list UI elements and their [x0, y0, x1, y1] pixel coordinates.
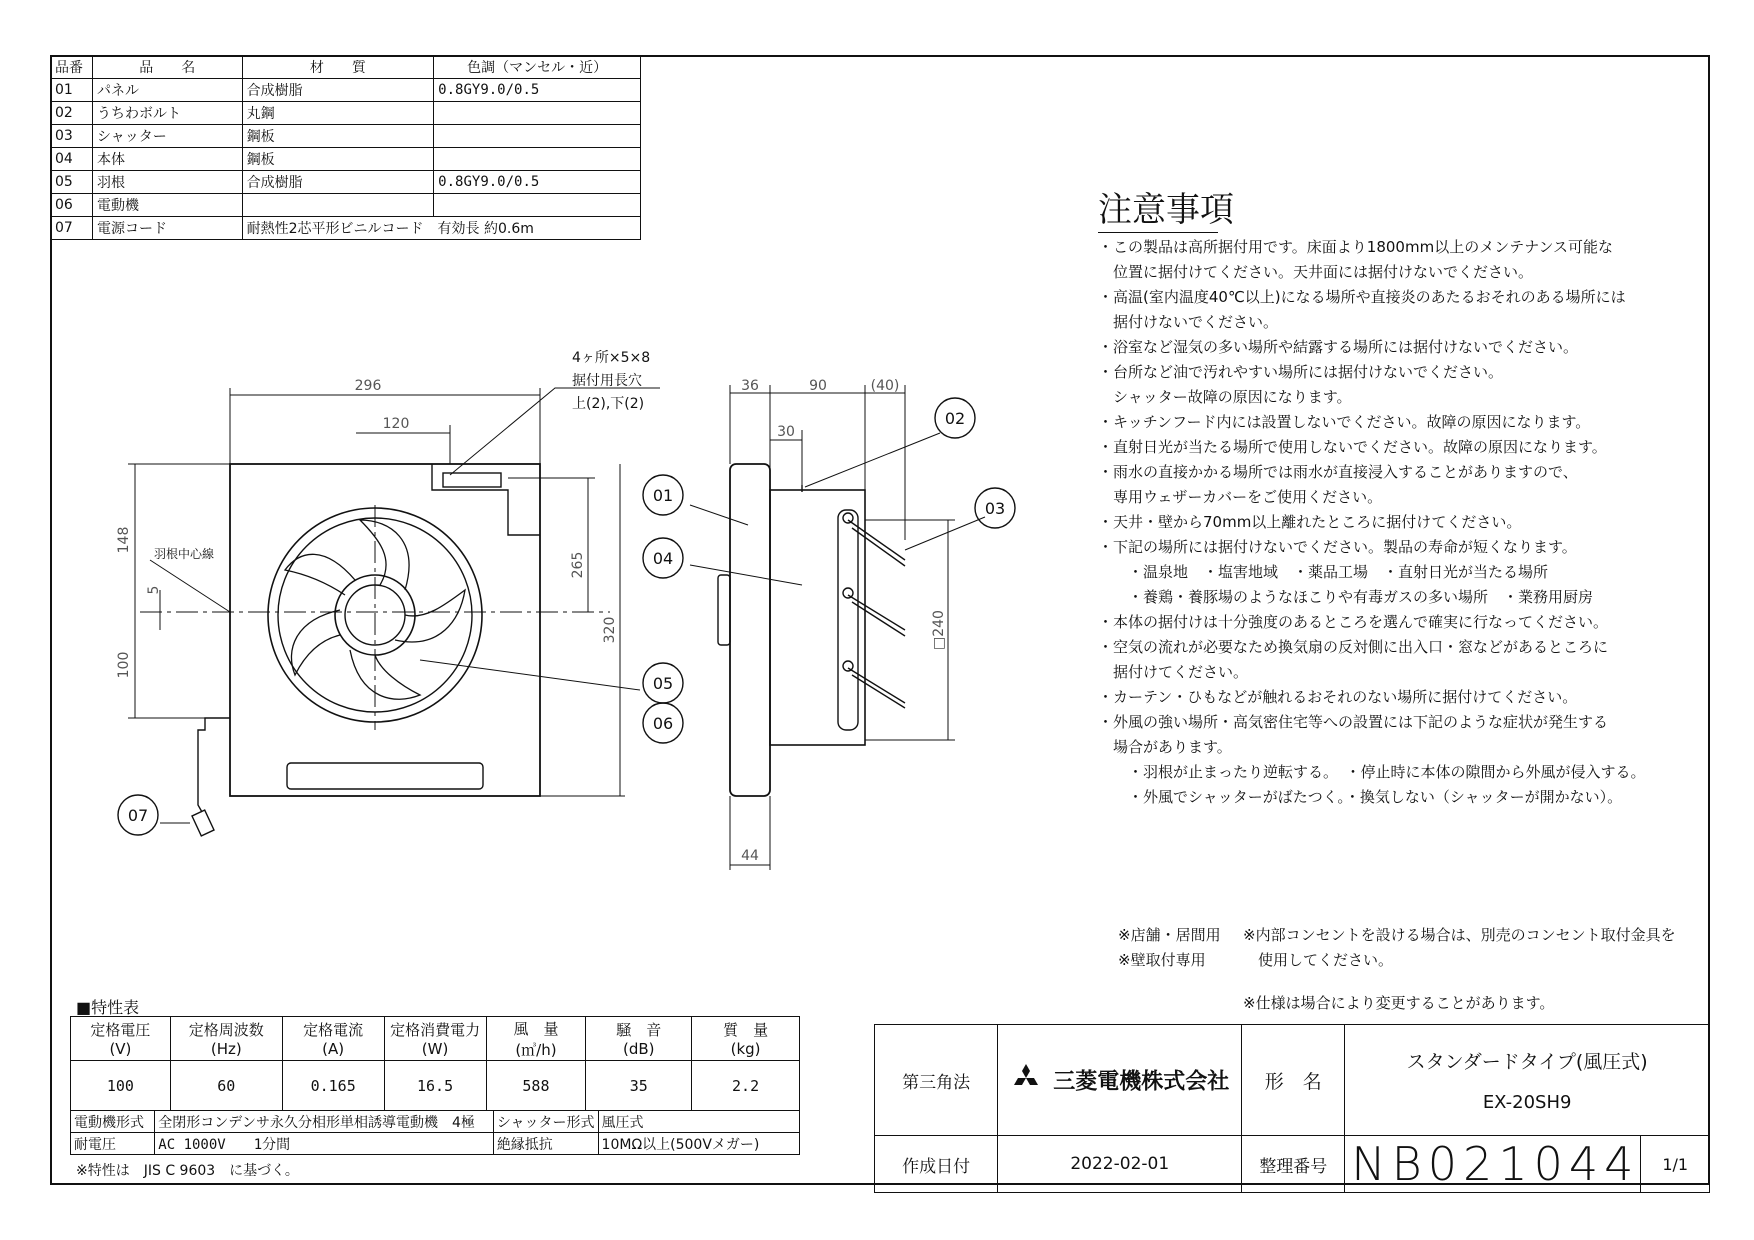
part-color: 0.8GY9.0/0.5	[434, 79, 641, 102]
note-line: ・キッチンフード内には設置しないでください。故障の原因になります。	[1098, 413, 1591, 431]
projection-method: 第三角法	[875, 1025, 998, 1136]
cord-plug	[192, 810, 214, 836]
note-line: 据付けてください。	[1098, 663, 1249, 681]
part-no: 06	[51, 194, 93, 217]
spec-table	[70, 1016, 800, 1111]
part-name: 電源コード	[92, 217, 242, 240]
note-line: ・高温(室内温度40℃以上)になる場所や直接炎のあたるおそれのある場所には	[1098, 288, 1626, 306]
callout-label: 01	[652, 486, 674, 505]
callout-label: 03	[984, 499, 1006, 518]
part-no: 03	[51, 125, 93, 148]
note-line: ・羽根が止まったり逆転する。 ・停止時に本体の隙間から外風が侵入する。	[1098, 763, 1646, 781]
insulation-label: 絶縁抵抗	[493, 1133, 598, 1155]
slot-note-3: 上(2),下(2)	[572, 396, 645, 412]
date-label: 作成日付	[875, 1136, 998, 1193]
shutter-type-value: 風圧式	[598, 1111, 799, 1133]
spec-detail-row	[71, 1133, 800, 1155]
note-line: 据付けないでください。	[1098, 313, 1279, 331]
note-line: ・本体の据付けは十分強度のあるところを選んで確実に行なってください。	[1098, 613, 1609, 631]
spec-header: 風 量 (㎥/h)	[486, 1017, 586, 1061]
dim-240: □240	[931, 610, 947, 650]
footnote-use-store: ※店舗・居間用	[1118, 926, 1221, 944]
spec-header: 定格周波数 (Hz)	[170, 1017, 282, 1061]
slot-note-1: 4ヶ所×5×8	[572, 350, 651, 366]
note-line: ・台所など油で汚れやすい場所には据付けないでください。	[1098, 363, 1504, 381]
callout-label: 05	[652, 674, 674, 693]
model-label: 形 名	[1242, 1025, 1345, 1136]
part-material: 丸鋼	[242, 102, 434, 125]
dim-100: 100	[116, 651, 132, 679]
note-line: ・外風でシャッターがばたつく。・換気しない（シャッターが開かない）。	[1098, 788, 1623, 806]
spec-header: 定格消費電力 (W)	[384, 1017, 486, 1061]
spec-value: 35	[586, 1061, 692, 1111]
dim-265: 265	[570, 551, 586, 579]
side-shutter-frame	[838, 510, 858, 730]
side-panel	[730, 464, 770, 796]
spec-value: 2.2	[692, 1061, 800, 1111]
part-no: 05	[51, 171, 93, 194]
front-slot	[443, 473, 501, 487]
spec-detail-row	[71, 1111, 800, 1133]
leader-02	[805, 433, 940, 487]
shutter-pin	[843, 513, 853, 523]
footnote-spec-change: ※仕様は場合により変更することがあります。	[1243, 994, 1555, 1012]
dim-5: 5	[146, 585, 162, 595]
spec-header: 騒 音 (dB)	[586, 1017, 692, 1061]
part-name: 本体	[92, 148, 242, 171]
parts-header: 品番	[51, 56, 93, 79]
caution-notes	[1098, 188, 1646, 810]
model-type: スタンダードタイプ(風圧式)	[1406, 1051, 1648, 1073]
note-line: シャッター故障の原因になります。	[1098, 388, 1352, 406]
shutter-pin	[843, 588, 853, 598]
footnote-wall-mount: ※壁取付専用	[1118, 951, 1206, 969]
spec-note: ※特性は JIS C 9603 に基づく。	[76, 1163, 299, 1179]
shutter-type-label: シャッター形式	[493, 1111, 598, 1133]
model-name: EX-20SH9	[1482, 1092, 1572, 1113]
mitsubishi-logo-icon	[1010, 1064, 1042, 1096]
company-name: 三菱電機株式会社	[1053, 1069, 1230, 1095]
note-line: 専用ウェザーカバーをご使用ください。	[1098, 488, 1383, 506]
front-grille-bottom	[287, 763, 483, 789]
callout-label: 07	[127, 806, 149, 825]
note-line: ・カーテン・ひもなどが触れるおそれのない場所に据付けてください。	[1098, 688, 1578, 706]
spec-value: 0.165	[282, 1061, 384, 1111]
note-line: ・雨水の直接かかる場所では雨水が直接浸入することがありますので、	[1098, 463, 1578, 481]
part-no: 04	[51, 148, 93, 171]
company-cell	[998, 1025, 1242, 1136]
spec-value: 588	[486, 1061, 586, 1111]
shutter-pin	[843, 661, 853, 671]
part-no: 07	[51, 217, 93, 240]
title-block	[874, 1024, 1710, 1193]
leader-01	[690, 505, 748, 525]
spec-value: 60	[170, 1061, 282, 1111]
callout-label: 04	[652, 549, 674, 568]
note-line: ・直射日光が当たる場所で使用しないでください。故障の原因になります。	[1098, 438, 1607, 456]
part-no: 01	[51, 79, 93, 102]
part-material: 鋼板	[242, 125, 434, 148]
callout-label: 02	[944, 409, 966, 428]
center-label-leader	[150, 560, 230, 612]
leader-04	[690, 565, 802, 585]
dim-148: 148	[116, 526, 132, 554]
part-name: シャッター	[92, 125, 242, 148]
footnote-outlet-2: 使用してください。	[1243, 951, 1394, 969]
spec-header-row	[71, 1017, 800, 1061]
page-number: 1/1	[1641, 1136, 1710, 1193]
dim-40: (40)	[870, 378, 900, 394]
motor-type-label: 電動機形式	[71, 1111, 155, 1133]
dim-36: 36	[741, 378, 759, 394]
part-name: 羽根	[92, 171, 242, 194]
parts-header: 品 名	[92, 56, 242, 79]
notes-title-underline	[1098, 232, 1218, 233]
front-panel-outline	[230, 464, 540, 796]
part-no: 02	[51, 102, 93, 125]
part-name: パネル	[92, 79, 242, 102]
part-name: 電動機	[92, 194, 242, 217]
doc-number-label: 整理番号	[1242, 1136, 1345, 1193]
side-body	[770, 490, 865, 745]
part-material: 耐熱性2芯平形ビニルコード 有効長 約0.6m	[242, 217, 640, 240]
leader-03	[905, 517, 985, 550]
front-motor-housing	[432, 464, 540, 535]
motor-type-value: 全閉形コンデンサ永久分相形単相誘導電動機 4極	[155, 1111, 494, 1133]
dim-296: 296	[354, 378, 382, 394]
part-name: うちわボルト	[92, 102, 242, 125]
dim-120: 120	[382, 416, 410, 432]
spec-header: 定格電圧 (V)	[71, 1017, 171, 1061]
power-cord	[198, 718, 230, 812]
side-knob	[718, 575, 730, 645]
parts-header: 材 質	[242, 56, 434, 79]
model-cell	[1345, 1025, 1710, 1136]
note-line: ・空気の流れが必要なため換気扇の反対側に出入口・窓などがあるところに	[1098, 638, 1609, 656]
part-material: 合成樹脂	[242, 79, 434, 102]
leader-05	[420, 660, 640, 690]
insulation-value: 10MΩ以上(500Vメガー)	[598, 1133, 799, 1155]
notes-title: 注意事項	[1098, 190, 1234, 230]
footnote-outlet-1: ※内部コンセントを設ける場合は、別売のコンセント取付金具を	[1243, 926, 1676, 944]
spec-value: 100	[71, 1061, 171, 1111]
withstand-value: AC 1000V 1分間	[155, 1133, 494, 1155]
note-line: ・天井・壁から70mm以上離れたところに据付けてください。	[1098, 513, 1522, 531]
parts-header: 色調（マンセル・近）	[434, 56, 641, 79]
spec-values-row	[71, 1061, 800, 1111]
shutter-slats	[848, 520, 905, 708]
part-color: 0.8GY9.0/0.5	[434, 171, 641, 194]
dim-320: 320	[602, 616, 618, 644]
slot-note-2: 据付用長穴	[572, 373, 642, 389]
dim-90: 90	[809, 378, 827, 394]
callout-label: 06	[652, 714, 674, 733]
front-dimension-lines	[128, 388, 625, 796]
withstand-label: 耐電圧	[71, 1133, 155, 1155]
title-row	[875, 1025, 1710, 1136]
doc-number: NB021044	[1345, 1136, 1641, 1193]
blade-center-label: 羽根中心線	[154, 547, 215, 561]
dim-44: 44	[741, 848, 759, 864]
spec-table-title: ■特性表	[76, 998, 140, 1017]
spec-value: 16.5	[384, 1061, 486, 1111]
creation-date: 2022-02-01	[998, 1136, 1242, 1193]
part-material: 合成樹脂	[242, 171, 434, 194]
note-line: ・温泉地 ・塩害地域 ・薬品工場 ・直射日光が当たる場所	[1098, 563, 1549, 581]
note-line: ・この製品は高所据付用です。床面より1800mm以上のメンテナンス可能な	[1098, 238, 1614, 256]
spec-header: 質 量 (kg)	[692, 1017, 800, 1061]
note-line: 位置に据付けてください。天井面には据付けないでください。	[1098, 263, 1534, 281]
spec-header: 定格電流 (A)	[282, 1017, 384, 1061]
spec-detail-table	[70, 1110, 800, 1155]
note-line: ・養鶏・養豚場のようなほこりや有毒ガスの多い場所 ・業務用厨房	[1098, 588, 1594, 606]
part-material: 鋼板	[242, 148, 434, 171]
side-dimension-lines	[730, 385, 955, 870]
note-line: ・浴室など湿気の多い場所や結露する場所には据付けないでください。	[1098, 338, 1579, 356]
note-line: ・下記の場所には据付けないでください。製品の寿命が短くなります。	[1098, 538, 1577, 556]
dim-30: 30	[777, 424, 795, 440]
title-row	[875, 1136, 1710, 1193]
note-line: ・外風の強い場所・高気密住宅等への設置には下記のような症状が発生する	[1098, 713, 1609, 731]
note-line: 場合があります。	[1098, 738, 1232, 756]
